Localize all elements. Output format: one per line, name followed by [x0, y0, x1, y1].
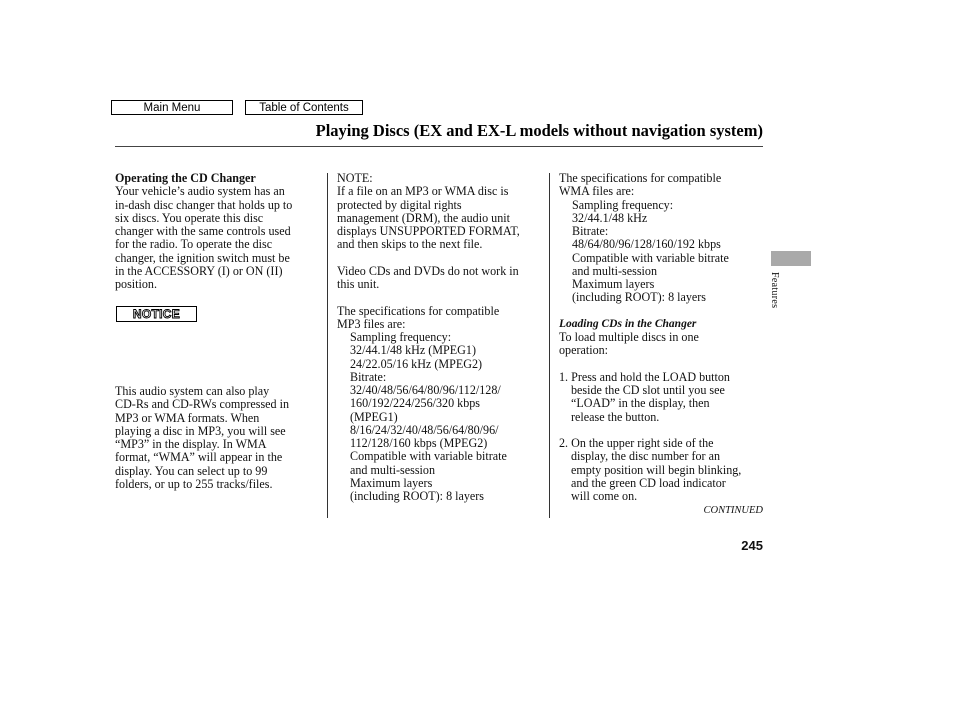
- text-line: 112/128/160 kbps (MPEG2): [350, 436, 488, 450]
- text-line: six discs. You operate this disc: [115, 210, 264, 225]
- text-line: folders, or up to 255 tracks/files.: [115, 476, 273, 491]
- title-rule: [115, 146, 763, 147]
- page-title: Playing Discs (EX and EX-L models without navigation system): [315, 121, 763, 140]
- notice-badge: [116, 306, 197, 322]
- mp3-spec-intro: [337, 305, 520, 332]
- text-line: 2. On the upper right side of the: [559, 436, 714, 450]
- text-line: 160/192/224/256/320 kbps: [350, 396, 481, 411]
- text-line: MP3 or WMA formats. When: [115, 410, 260, 425]
- text-line: Compatible with variable bitrate: [572, 250, 729, 265]
- text-line: This audio system can also play: [115, 384, 270, 398]
- text-line: CD-Rs and CD-RWs compressed in: [115, 397, 290, 412]
- text-line: NOTE:: [337, 171, 373, 185]
- text-line: in the ACCESSORY (I) or ON (II): [115, 263, 283, 278]
- text-line: this unit.: [337, 277, 380, 291]
- text-line: Your vehicle’s audio system has an: [115, 184, 285, 199]
- text-line: position.: [115, 277, 157, 291]
- text-line: display, the disc number for an: [571, 449, 721, 464]
- text-line: and then skips to the next file.: [337, 237, 483, 252]
- text-line: format, “WMA” will appear in the: [115, 450, 283, 465]
- text-line: Bitrate:: [350, 369, 387, 384]
- text-line: 48/64/80/96/128/160/192 kbps: [572, 237, 721, 252]
- text-line: empty position will begin blinking,: [571, 462, 742, 477]
- table-of-contents-button[interactable]: Table of Contents: [245, 100, 363, 115]
- text-line: playing a disc in MP3, you will see: [115, 423, 286, 438]
- text-line: MP3 files are:: [337, 316, 406, 331]
- text-line: beside the CD slot until you see: [571, 383, 725, 397]
- text-line: (MPEG1): [350, 409, 398, 424]
- text-line: Sampling frequency:: [350, 330, 452, 344]
- text-line: changer, the ignition switch must be: [115, 250, 290, 265]
- text-line: displays UNSUPPORTED FORMAT,: [337, 224, 520, 238]
- text-line: Video CDs and DVDs do not work in: [337, 263, 519, 278]
- mp3-spec-list: [337, 331, 520, 503]
- text-line: protected by digital rights: [337, 197, 462, 212]
- text-line: in-dash disc changer that holds up to: [115, 197, 293, 212]
- text-line: If a file on an MP3 or WMA disc is: [337, 184, 509, 199]
- wma-spec-list: [559, 199, 741, 305]
- column-3: [559, 172, 741, 503]
- notice-label: NOTICE: [132, 307, 181, 321]
- text-line: operation:: [559, 343, 609, 358]
- text-line: management (DRM), the audio unit: [337, 210, 510, 225]
- text-line: The specifications for compatible: [559, 171, 722, 185]
- side-tab-label: Features: [769, 272, 780, 309]
- text-line: (including ROOT): 8 layers: [350, 489, 485, 503]
- step-2: [559, 437, 741, 503]
- column-2: [337, 172, 520, 503]
- section-heading-operating-cd-changer: Operating the CD Changer: [115, 171, 256, 185]
- mp3-paragraph: [115, 385, 289, 491]
- section-tab-marker: [771, 251, 811, 266]
- text-line: will come on.: [571, 489, 638, 503]
- text-line: WMA files are:: [559, 184, 635, 199]
- wma-spec-intro: [559, 172, 741, 199]
- text-line: and multi-session: [350, 462, 435, 477]
- video-cd-paragraph: [337, 265, 520, 292]
- text-line: Bitrate:: [572, 224, 609, 238]
- continued-label: CONTINUED: [703, 505, 763, 516]
- text-line: Compatible with variable bitrate: [350, 449, 507, 464]
- text-line: display. You can select up to 99: [115, 463, 268, 478]
- text-line: 1. Press and hold the LOAD button: [559, 369, 730, 384]
- text-line: To load multiple discs in one: [559, 330, 699, 344]
- text-line: “MP3” in the display. In WMA: [115, 437, 267, 451]
- text-line: 8/16/24/32/40/48/56/64/80/96/: [350, 422, 499, 437]
- text-line: release the button.: [571, 409, 660, 424]
- column-divider-1: [327, 173, 328, 518]
- text-line: Maximum layers: [350, 475, 433, 490]
- section-heading-loading-cds: Loading CDs in the Changer: [559, 317, 697, 330]
- text-line: The specifications for compatible: [337, 303, 500, 318]
- text-line: 24/22.05/16 kHz (MPEG2): [350, 356, 483, 371]
- text-line: and multi-session: [572, 263, 657, 278]
- column-1: [115, 172, 292, 291]
- text-line: Maximum layers: [572, 277, 655, 291]
- text-line: Sampling frequency:: [572, 197, 674, 212]
- page-number: 245: [741, 538, 763, 553]
- text-line: “LOAD” in the display, then: [571, 396, 710, 411]
- column-divider-2: [549, 173, 550, 518]
- text-line: changer with the same controls used: [115, 224, 291, 238]
- text-line: and the green CD load indicator: [571, 475, 726, 490]
- text-line: 32/40/48/56/64/80/96/112/128/: [350, 383, 501, 397]
- text-line: 32/44.1/48 kHz (MPEG1): [350, 343, 476, 358]
- text-line: 32/44.1/48 kHz: [572, 210, 648, 225]
- step-1: [559, 371, 741, 424]
- text-line: (including ROOT): 8 layers: [572, 290, 707, 305]
- main-menu-button[interactable]: Main Menu: [111, 100, 233, 115]
- text-line: for the radio. To operate the disc: [115, 237, 273, 252]
- loading-intro: [559, 331, 741, 358]
- note-paragraph: [337, 172, 520, 252]
- intro-paragraph: [115, 185, 292, 291]
